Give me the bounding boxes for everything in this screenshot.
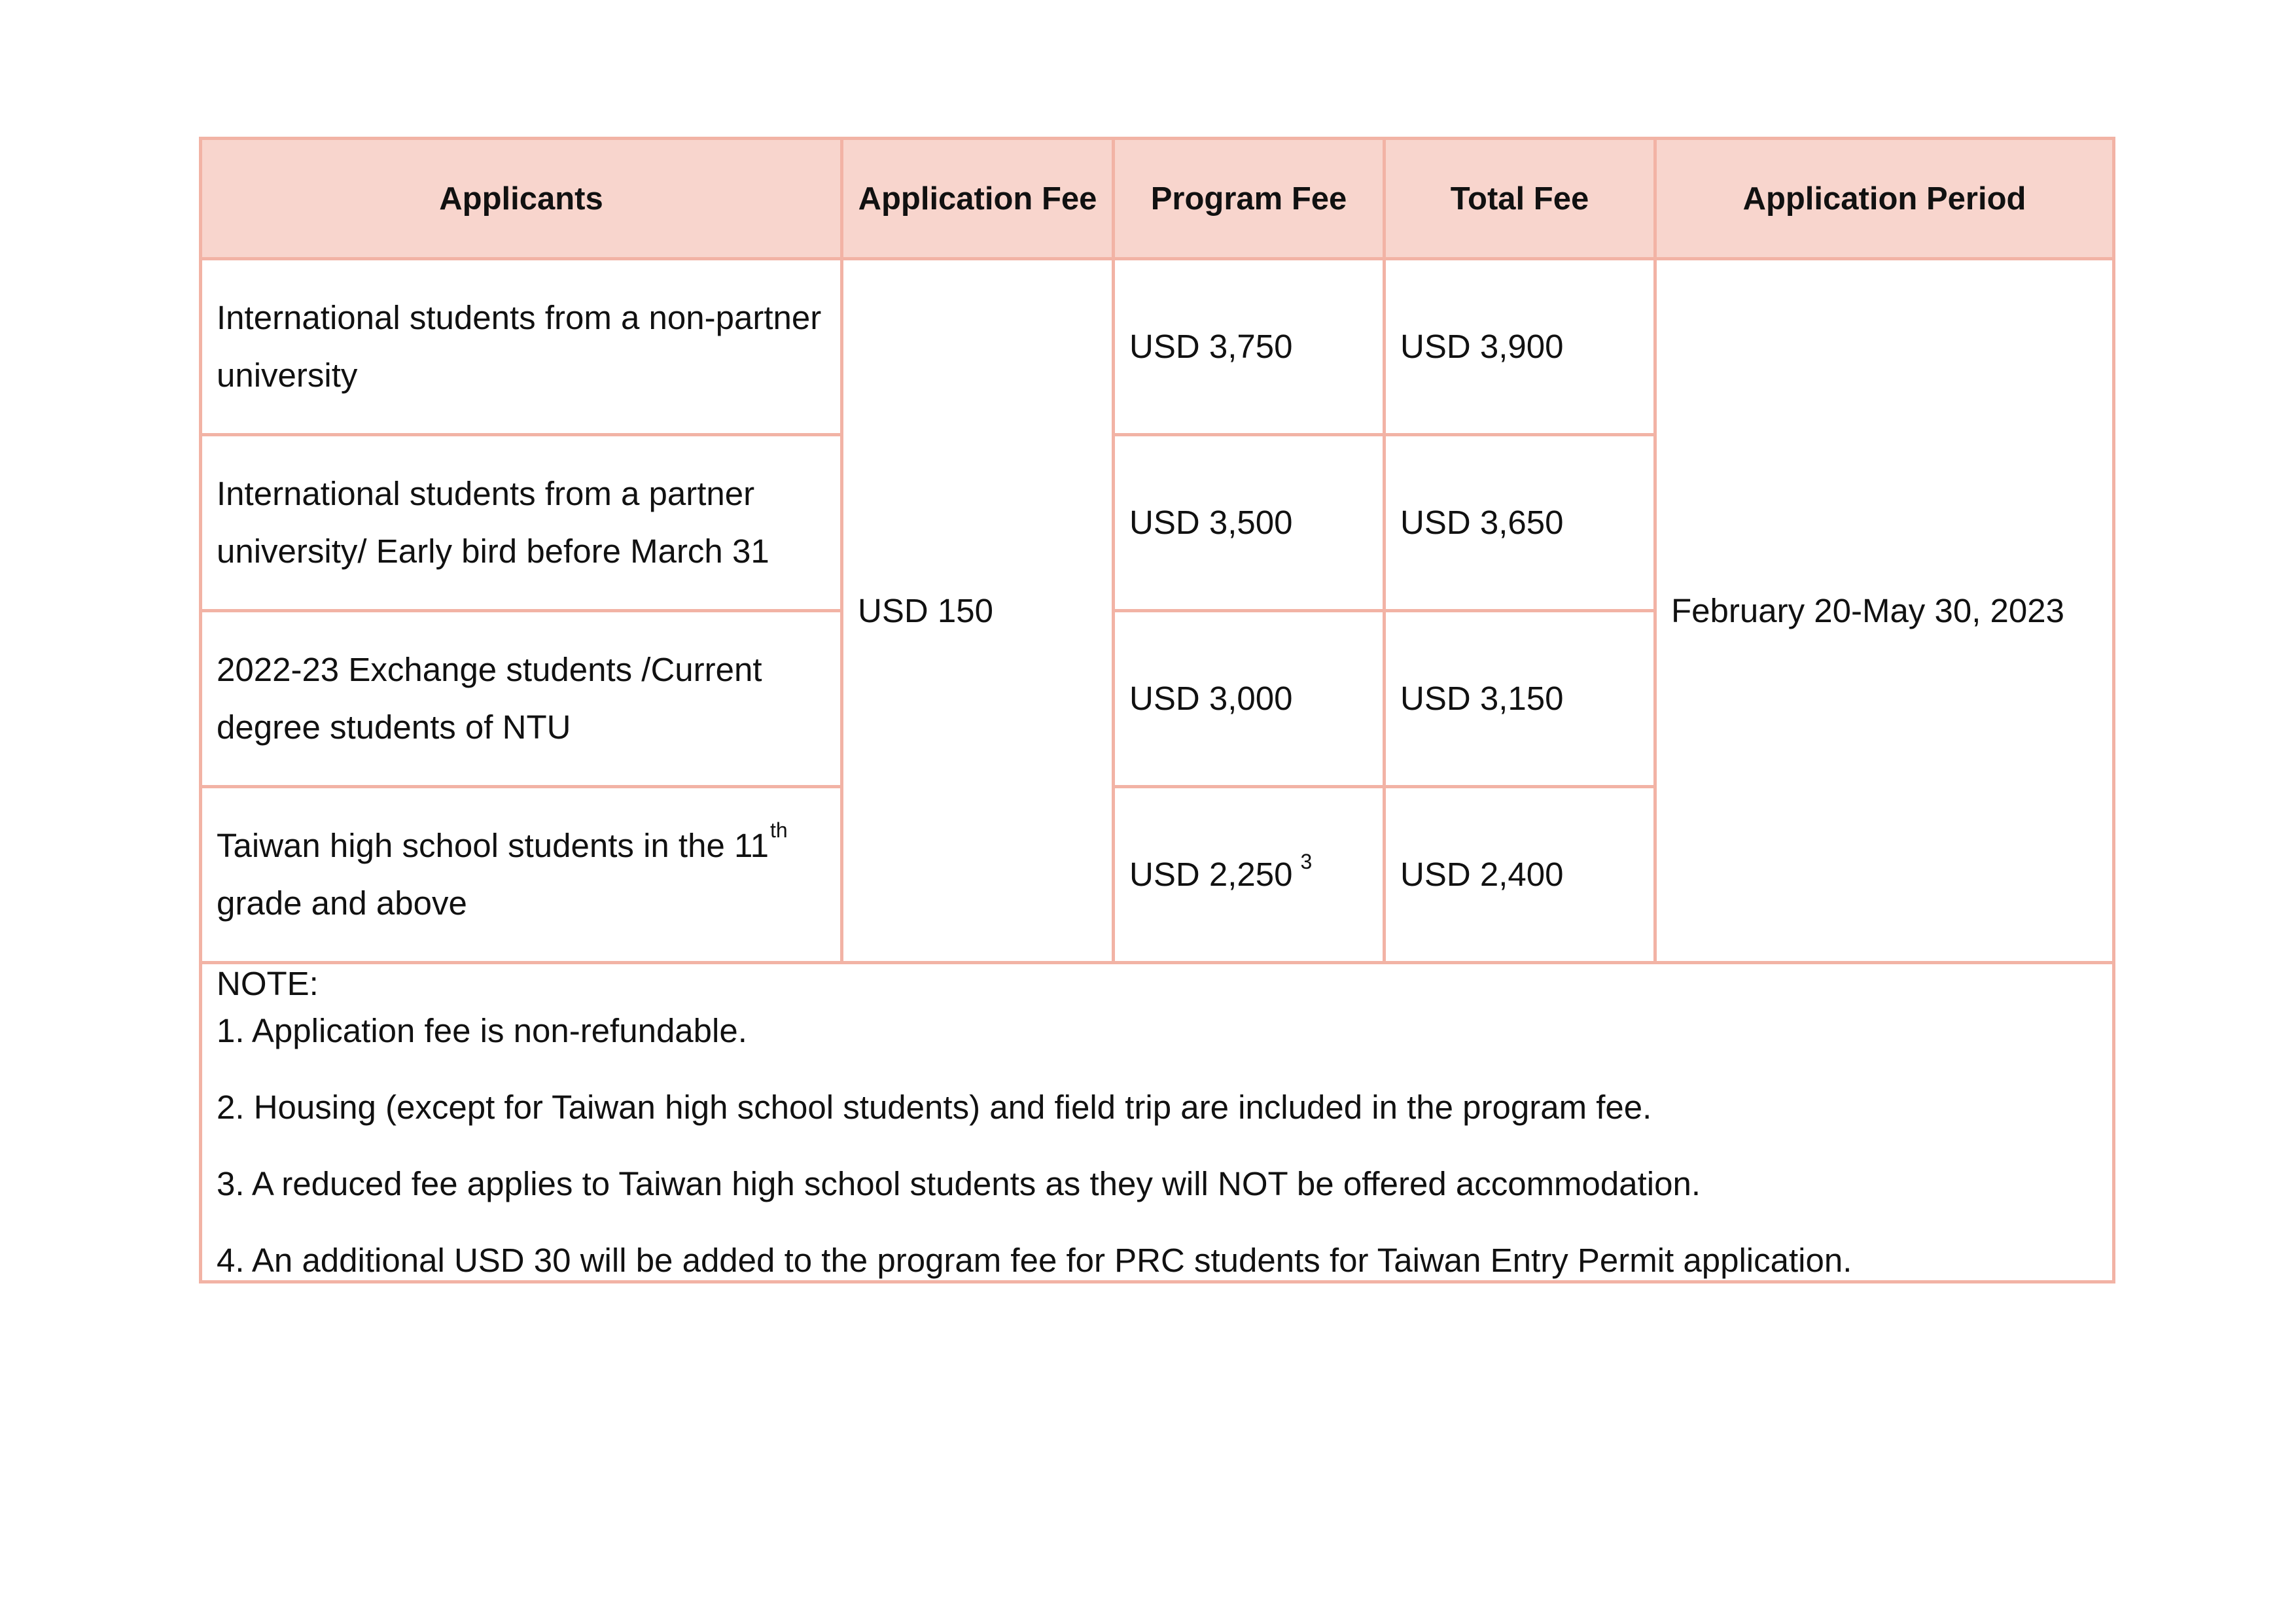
program-fee-cell: USD 3,750	[1114, 259, 1385, 435]
note-item: 2. Housing (except for Taiwan high school students) and field trip are included in the program fee.	[217, 1089, 1652, 1126]
program-fee-cell	[1114, 787, 1385, 963]
applicant-cell: International students from a partner university/ Early bird before March 31	[201, 435, 842, 611]
notes-cell	[201, 963, 2114, 1282]
header-program-fee: Program Fee	[1114, 139, 1385, 259]
table-row	[201, 259, 2114, 435]
applicant-cell: International students from a non-partner university	[201, 259, 842, 435]
note-item: 4. An additional USD 30 will be added to the program fee for PRC students for Taiwan Entry Permit application.	[217, 1242, 1852, 1279]
total-fee-cell: USD 3,650	[1385, 435, 1655, 611]
header-total-fee: Total Fee	[1385, 139, 1655, 259]
application-fee-cell: USD 150	[842, 259, 1114, 963]
footnote-marker: 3	[1300, 850, 1313, 873]
table-header-row	[201, 139, 2114, 259]
fee-table	[199, 137, 2115, 1283]
applicant-text-suffix: grade and above	[217, 884, 467, 922]
applicant-text-prefix: Taiwan high school students in the 11	[217, 827, 769, 864]
note-item: 1. Application fee is non-refundable.	[217, 1012, 747, 1049]
program-fee-cell: USD 3,500	[1114, 435, 1385, 611]
header-applicants: Applicants	[201, 139, 842, 259]
total-fee-cell: USD 3,150	[1385, 611, 1655, 787]
program-fee-value: USD 2,250	[1129, 856, 1293, 893]
note-item: 3. A reduced fee applies to Taiwan high school students as they will NOT be offered accommodation.	[217, 1165, 1701, 1202]
applicant-cell	[201, 787, 842, 963]
program-fee-cell: USD 3,000	[1114, 611, 1385, 787]
application-period-cell: February 20-May 30, 2023	[1655, 259, 2114, 963]
notes-row	[201, 963, 2114, 1282]
total-fee-cell: USD 2,400	[1385, 787, 1655, 963]
applicant-cell: 2022-23 Exchange students /Current degree students of NTU	[201, 611, 842, 787]
ordinal-superscript: th	[769, 818, 788, 842]
notes-title: NOTE:	[217, 965, 319, 1002]
total-fee-cell: USD 3,900	[1385, 259, 1655, 435]
header-application-fee: Application Fee	[842, 139, 1114, 259]
header-application-period: Application Period	[1655, 139, 2114, 259]
